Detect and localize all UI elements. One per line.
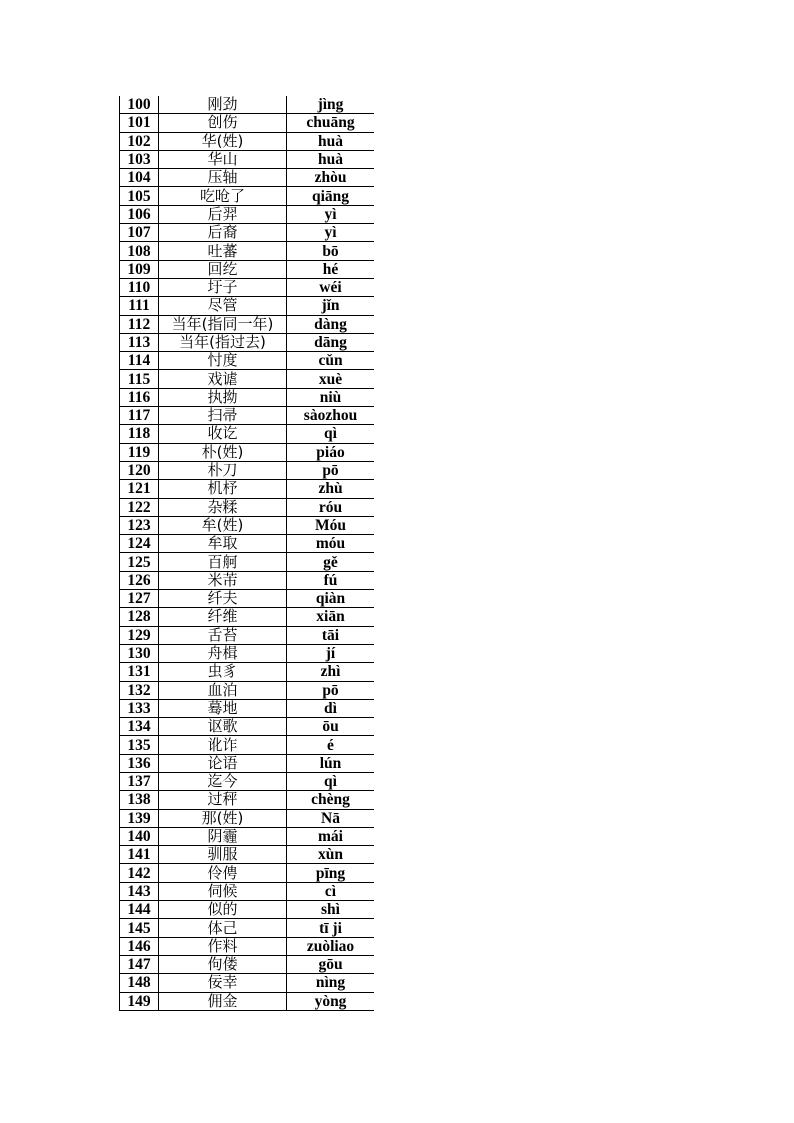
pinyin-cell[interactable]: qiàn [287, 590, 375, 608]
row-number-cell[interactable]: 133 [120, 699, 159, 717]
row-number-cell[interactable]: 145 [120, 919, 159, 937]
pinyin-cell[interactable]: cì [287, 882, 375, 900]
table-row [120, 333, 375, 351]
table-row [120, 150, 375, 168]
word-cell[interactable]: 吃呛了 [159, 187, 287, 205]
row-number-cell[interactable]: 134 [120, 718, 159, 736]
word-cell[interactable]: 收讫 [159, 425, 287, 443]
table-row [120, 407, 375, 425]
pinyin-cell[interactable]: gōu [287, 955, 375, 973]
word-cell[interactable]: 体己 [159, 919, 287, 937]
row-number-cell[interactable]: 116 [120, 388, 159, 406]
pinyin-cell[interactable]: sàozhou [287, 407, 375, 425]
table-row [120, 516, 375, 534]
pinyin-cell[interactable]: jí [287, 644, 375, 662]
row-number-cell[interactable]: 112 [120, 315, 159, 333]
row-number-cell[interactable]: 108 [120, 242, 159, 260]
row-number-cell[interactable]: 129 [120, 626, 159, 644]
table-row [120, 882, 375, 900]
pinyin-cell[interactable]: yòng [287, 992, 375, 1010]
word-cell[interactable]: 作料 [159, 937, 287, 955]
pronunciation-table [119, 96, 374, 1011]
pinyin-cell[interactable]: nìng [287, 974, 375, 992]
word-cell[interactable]: 佞幸 [159, 974, 287, 992]
table-row [120, 699, 375, 717]
table-row [120, 718, 375, 736]
row-number-cell[interactable]: 102 [120, 132, 159, 150]
table-row [120, 370, 375, 388]
table-row [120, 553, 375, 571]
word-cell[interactable]: 纤夫 [159, 590, 287, 608]
table-row [120, 608, 375, 626]
table-row [120, 937, 375, 955]
table-row [120, 772, 375, 790]
pinyin-cell[interactable]: bō [287, 242, 375, 260]
table-row [120, 352, 375, 370]
table-row [120, 443, 375, 461]
pinyin-cell[interactable]: dàng [287, 315, 375, 333]
word-cell[interactable]: 那(姓) [159, 809, 287, 827]
table-row [120, 498, 375, 516]
pinyin-cell[interactable]: zuòliao [287, 937, 375, 955]
pinyin-cell[interactable]: jìng [287, 96, 375, 114]
pinyin-cell[interactable]: é [287, 736, 375, 754]
word-cell[interactable]: 杂糅 [159, 498, 287, 516]
pinyin-cell[interactable]: xiān [287, 608, 375, 626]
row-number-cell[interactable]: 130 [120, 644, 159, 662]
word-cell[interactable]: 压轴 [159, 169, 287, 187]
row-number-cell[interactable]: 110 [120, 278, 159, 296]
pinyin-cell[interactable]: tāi [287, 626, 375, 644]
word-cell[interactable]: 米芾 [159, 571, 287, 589]
word-cell[interactable]: 血泊 [159, 681, 287, 699]
pinyin-cell[interactable]: huà [287, 150, 375, 168]
row-number-cell[interactable]: 107 [120, 224, 159, 242]
word-cell[interactable]: 朴(姓) [159, 443, 287, 461]
word-cell[interactable]: 佣金 [159, 992, 287, 1010]
table-row [120, 169, 375, 187]
pinyin-cell[interactable]: pīng [287, 864, 375, 882]
table-row [120, 388, 375, 406]
row-number-cell[interactable]: 142 [120, 864, 159, 882]
word-cell[interactable]: 圩子 [159, 278, 287, 296]
pinyin-cell[interactable]: piáo [287, 443, 375, 461]
pinyin-cell[interactable]: ōu [287, 718, 375, 736]
table-row [120, 461, 375, 479]
row-number-cell[interactable]: 146 [120, 937, 159, 955]
pinyin-cell[interactable]: jǐn [287, 297, 375, 315]
word-cell[interactable]: 百舸 [159, 553, 287, 571]
row-number-cell[interactable]: 120 [120, 461, 159, 479]
table-row [120, 187, 375, 205]
pinyin-cell[interactable]: pō [287, 681, 375, 699]
word-cell[interactable]: 迄今 [159, 772, 287, 790]
pinyin-cell[interactable]: shì [287, 901, 375, 919]
pinyin-cell[interactable]: pō [287, 461, 375, 479]
row-number-cell[interactable]: 122 [120, 498, 159, 516]
pinyin-cell[interactable]: chuāng [287, 114, 375, 132]
row-number-cell[interactable]: 101 [120, 114, 159, 132]
pinyin-cell[interactable]: huà [287, 132, 375, 150]
table-row [120, 205, 375, 223]
word-cell[interactable]: 后羿 [159, 205, 287, 223]
word-cell[interactable]: 驯服 [159, 846, 287, 864]
pinyin-cell[interactable]: wéi [287, 278, 375, 296]
word-cell[interactable]: 讹诈 [159, 736, 287, 754]
table-row [120, 955, 375, 973]
pinyin-cell[interactable]: yì [287, 205, 375, 223]
row-number-cell[interactable]: 119 [120, 443, 159, 461]
word-cell[interactable]: 似的 [159, 901, 287, 919]
row-number-cell[interactable]: 124 [120, 535, 159, 553]
table-row [120, 297, 375, 315]
pinyin-cell[interactable]: yì [287, 224, 375, 242]
table-row [120, 480, 375, 498]
table-row [120, 754, 375, 772]
pinyin-cell[interactable]: qì [287, 772, 375, 790]
row-number-cell[interactable]: 132 [120, 681, 159, 699]
row-number-cell[interactable]: 143 [120, 882, 159, 900]
word-cell[interactable]: 华(姓) [159, 132, 287, 150]
table-row [120, 791, 375, 809]
table-row [120, 224, 375, 242]
row-number-cell[interactable]: 118 [120, 425, 159, 443]
word-cell[interactable]: 伶俜 [159, 864, 287, 882]
row-number-cell[interactable]: 111 [120, 297, 159, 315]
word-cell[interactable]: 戏谑 [159, 370, 287, 388]
pinyin-cell[interactable]: zhì [287, 663, 375, 681]
row-number-cell[interactable]: 104 [120, 169, 159, 187]
row-number-cell[interactable]: 135 [120, 736, 159, 754]
pinyin-cell[interactable]: qiāng [287, 187, 375, 205]
table-row [120, 114, 375, 132]
table-body [120, 96, 375, 1010]
word-cell[interactable]: 机杼 [159, 480, 287, 498]
row-number-cell[interactable]: 141 [120, 846, 159, 864]
table-row [120, 571, 375, 589]
row-number-cell[interactable]: 126 [120, 571, 159, 589]
word-cell[interactable]: 讴歌 [159, 718, 287, 736]
pinyin-cell[interactable]: chèng [287, 791, 375, 809]
word-cell[interactable]: 回纥 [159, 260, 287, 278]
table-row [120, 590, 375, 608]
word-cell[interactable]: 执拗 [159, 388, 287, 406]
word-cell[interactable]: 牟取 [159, 535, 287, 553]
word-cell[interactable]: 刚劲 [159, 96, 287, 114]
pinyin-cell[interactable]: niù [287, 388, 375, 406]
word-cell[interactable]: 扫帚 [159, 407, 287, 425]
row-number-cell[interactable]: 117 [120, 407, 159, 425]
row-number-cell[interactable]: 115 [120, 370, 159, 388]
word-cell[interactable]: 纤维 [159, 608, 287, 626]
table-row [120, 315, 375, 333]
row-number-cell[interactable]: 103 [120, 150, 159, 168]
table-row [120, 809, 375, 827]
spreadsheet-page [119, 96, 374, 1011]
pinyin-cell[interactable]: fú [287, 571, 375, 589]
word-cell[interactable]: 伺候 [159, 882, 287, 900]
pinyin-cell[interactable]: dāng [287, 333, 375, 351]
word-cell[interactable]: 尽管 [159, 297, 287, 315]
row-number-cell[interactable]: 113 [120, 333, 159, 351]
row-number-cell[interactable]: 148 [120, 974, 159, 992]
pinyin-cell[interactable]: zhòu [287, 169, 375, 187]
row-number-cell[interactable]: 123 [120, 516, 159, 534]
table-row [120, 901, 375, 919]
pinyin-cell[interactable]: zhù [287, 480, 375, 498]
table-row [120, 278, 375, 296]
word-cell[interactable]: 虫豸 [159, 663, 287, 681]
row-number-cell[interactable]: 127 [120, 590, 159, 608]
pinyin-cell[interactable]: lún [287, 754, 375, 772]
word-cell[interactable]: 阴霾 [159, 827, 287, 845]
pinyin-cell[interactable]: tī ji [287, 919, 375, 937]
table-row [120, 535, 375, 553]
pinyin-cell[interactable]: dì [287, 699, 375, 717]
row-number-cell[interactable]: 137 [120, 772, 159, 790]
table-row [120, 846, 375, 864]
table-row [120, 96, 375, 114]
pinyin-cell[interactable]: cǔn [287, 352, 375, 370]
word-cell[interactable]: 后裔 [159, 224, 287, 242]
table-row [120, 626, 375, 644]
word-cell[interactable]: 当年(指同一年) [159, 315, 287, 333]
row-number-cell[interactable]: 139 [120, 809, 159, 827]
row-number-cell[interactable]: 100 [120, 96, 159, 114]
table-row [120, 644, 375, 662]
row-number-cell[interactable]: 105 [120, 187, 159, 205]
pinyin-cell[interactable]: mái [287, 827, 375, 845]
word-cell[interactable]: 蓦地 [159, 699, 287, 717]
word-cell[interactable]: 论语 [159, 754, 287, 772]
pinyin-cell[interactable]: hé [287, 260, 375, 278]
row-number-cell[interactable]: 140 [120, 827, 159, 845]
table-row [120, 663, 375, 681]
table-row [120, 681, 375, 699]
row-number-cell[interactable]: 128 [120, 608, 159, 626]
row-number-cell[interactable]: 149 [120, 992, 159, 1010]
pinyin-cell[interactable]: móu [287, 535, 375, 553]
table-row [120, 242, 375, 260]
word-cell[interactable]: 过秤 [159, 791, 287, 809]
table-row [120, 919, 375, 937]
row-number-cell[interactable]: 131 [120, 663, 159, 681]
row-number-cell[interactable]: 138 [120, 791, 159, 809]
table-row [120, 974, 375, 992]
table-row [120, 260, 375, 278]
row-number-cell[interactable]: 109 [120, 260, 159, 278]
pinyin-cell[interactable]: qì [287, 425, 375, 443]
pinyin-cell[interactable]: xuè [287, 370, 375, 388]
row-number-cell[interactable]: 144 [120, 901, 159, 919]
word-cell[interactable]: 朴刀 [159, 461, 287, 479]
word-cell[interactable]: 舌苔 [159, 626, 287, 644]
word-cell[interactable]: 当年(指过去) [159, 333, 287, 351]
word-cell[interactable]: 舟楫 [159, 644, 287, 662]
table-row [120, 992, 375, 1010]
row-number-cell[interactable]: 136 [120, 754, 159, 772]
table-row [120, 425, 375, 443]
word-cell[interactable]: 忖度 [159, 352, 287, 370]
row-number-cell[interactable]: 121 [120, 480, 159, 498]
word-cell[interactable]: 牟(姓) [159, 516, 287, 534]
row-number-cell[interactable]: 114 [120, 352, 159, 370]
word-cell[interactable]: 佝偻 [159, 955, 287, 973]
word-cell[interactable]: 吐蕃 [159, 242, 287, 260]
word-cell[interactable]: 华山 [159, 150, 287, 168]
pinyin-cell[interactable]: xùn [287, 846, 375, 864]
table-row [120, 132, 375, 150]
row-number-cell[interactable]: 106 [120, 205, 159, 223]
table-row [120, 736, 375, 754]
word-cell[interactable]: 创伤 [159, 114, 287, 132]
pinyin-cell[interactable]: Móu [287, 516, 375, 534]
pinyin-cell[interactable]: gě [287, 553, 375, 571]
table-row [120, 864, 375, 882]
pinyin-cell[interactable]: Nā [287, 809, 375, 827]
row-number-cell[interactable]: 125 [120, 553, 159, 571]
table-row [120, 827, 375, 845]
pinyin-cell[interactable]: róu [287, 498, 375, 516]
row-number-cell[interactable]: 147 [120, 955, 159, 973]
